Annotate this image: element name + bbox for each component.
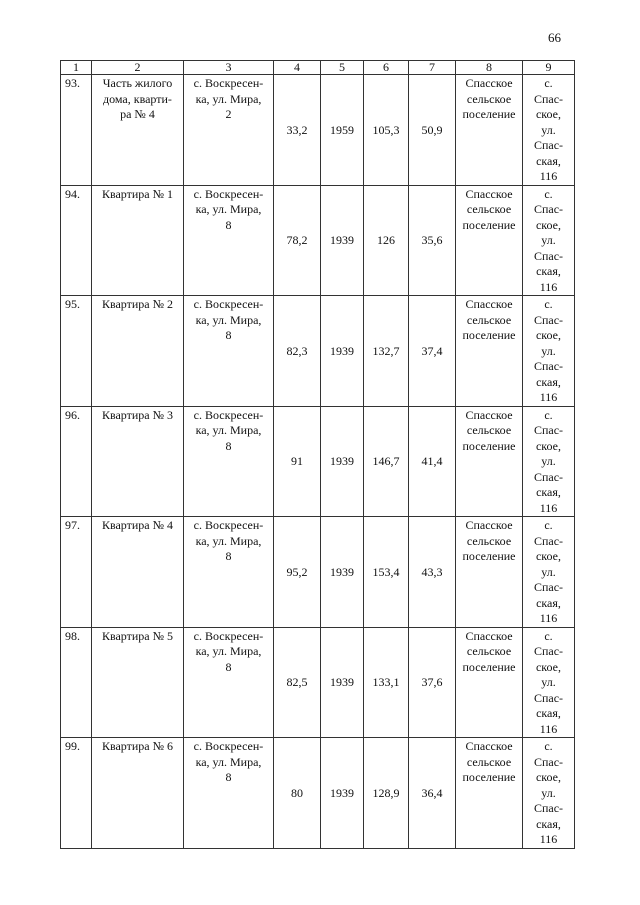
value-cell: 105,3 <box>364 75 409 186</box>
value-cell: 153,4 <box>364 517 409 628</box>
address-cell <box>184 185 274 296</box>
cell-line: ка, ул. Мира, <box>195 754 262 769</box>
cell-line: Спас- <box>533 91 564 106</box>
area-cell: 82,3 <box>274 296 321 407</box>
object-name-cell <box>92 517 184 628</box>
cell-line: Спас- <box>533 423 564 437</box>
cell-line: поселение <box>462 107 516 121</box>
cell-line: ское, <box>535 659 562 674</box>
cell-line: поселение <box>462 659 516 674</box>
value-cell: 133,1 <box>364 627 409 738</box>
cell-line: с. <box>544 186 553 201</box>
owner-cell <box>456 75 523 186</box>
cell-line: 8 <box>225 770 232 784</box>
cell-line: сельское <box>466 423 512 437</box>
cell-line: с. <box>544 628 553 643</box>
table-row <box>61 517 575 628</box>
cell-line: с. <box>544 518 553 532</box>
cell-line: с. Воскресен- <box>193 407 264 422</box>
table-row <box>61 185 575 296</box>
cell-line: с. Воскресен- <box>193 739 264 753</box>
cell-line: сельское <box>466 91 512 106</box>
residual-value-cell: 37,4 <box>409 296 456 407</box>
cell-line: ское, <box>535 328 562 342</box>
cell-line: Спас- <box>533 138 564 152</box>
year-cell: 1939 <box>321 738 364 849</box>
area-cell: 33,2 <box>274 75 321 186</box>
cell-line: поселение <box>462 438 516 453</box>
table-row <box>61 738 575 849</box>
location-cell <box>523 406 575 517</box>
cell-line: 8 <box>225 438 232 453</box>
cell-line: ское, <box>535 438 562 453</box>
column-header: 7 <box>409 61 456 75</box>
address-cell <box>184 296 274 407</box>
cell-line: ул. <box>541 564 556 579</box>
cell-line: Спас- <box>533 312 564 327</box>
year-cell: 1939 <box>321 627 364 738</box>
residual-value-cell: 35,6 <box>409 185 456 296</box>
cell-line: 116 <box>539 279 558 294</box>
cell-line: Спас- <box>533 690 564 705</box>
address-cell <box>184 406 274 517</box>
table-row <box>61 296 575 407</box>
cell-line: ул. <box>541 785 556 800</box>
row-number-cell: 94. <box>61 185 92 296</box>
cell-line: Спас- <box>533 580 564 594</box>
residual-value-cell: 43,3 <box>409 517 456 628</box>
object-name-cell <box>92 185 184 296</box>
cell-line: ская, <box>536 264 561 278</box>
cell-line: ское, <box>535 107 562 121</box>
cell-line: сельское <box>466 202 512 216</box>
year-cell: 1939 <box>321 185 364 296</box>
owner-cell <box>456 296 523 407</box>
cell-line: поселение <box>462 770 516 784</box>
owner-cell <box>456 627 523 738</box>
value-cell: 128,9 <box>364 738 409 849</box>
value-cell: 146,7 <box>364 406 409 517</box>
cell-line: Спас- <box>533 644 564 658</box>
owner-cell <box>456 517 523 628</box>
cell-line: 8 <box>225 549 232 563</box>
location-cell <box>523 75 575 186</box>
cell-line: Спас- <box>533 533 564 548</box>
location-cell <box>523 296 575 407</box>
column-header: 3 <box>184 61 274 75</box>
cell-line: ул. <box>541 122 556 137</box>
cell-line: Спас- <box>533 248 564 263</box>
cell-line: 116 <box>539 611 558 625</box>
cell-line: ка, ул. Мира, <box>195 423 262 437</box>
table-row <box>61 627 575 738</box>
cell-line: ул. <box>541 454 556 468</box>
value-cell: 132,7 <box>364 296 409 407</box>
residual-value-cell: 37,6 <box>409 627 456 738</box>
page-number: 66 <box>548 30 561 45</box>
cell-line: Квартира № 5 <box>101 628 174 643</box>
cell-line: с. <box>544 297 553 311</box>
cell-line: 2 <box>225 107 232 121</box>
row-number-cell: 99. <box>61 738 92 849</box>
cell-line: ка, ул. Мира, <box>195 533 262 548</box>
cell-line: Спас- <box>533 469 564 484</box>
cell-line: ская, <box>536 374 561 389</box>
cell-line: ул. <box>541 233 556 247</box>
cell-line: сельское <box>466 533 512 548</box>
column-header: 5 <box>321 61 364 75</box>
table-body <box>61 61 575 849</box>
cell-line: Спасское <box>465 186 513 201</box>
cell-line: ская, <box>536 485 561 499</box>
cell-line: ра № 4 <box>120 107 155 121</box>
cell-line: Спас- <box>533 801 564 815</box>
cell-line: Спас- <box>533 202 564 216</box>
cell-line: с. Воскресен- <box>193 297 264 311</box>
cell-line: Квартира № 1 <box>101 186 174 201</box>
cell-line: Спас- <box>533 754 564 769</box>
year-cell: 1959 <box>321 75 364 186</box>
row-number-cell: 95. <box>61 296 92 407</box>
cell-line: 116 <box>539 721 558 736</box>
address-cell <box>184 517 274 628</box>
column-header: 2 <box>92 61 184 75</box>
cell-line: дома, кварти- <box>103 91 172 106</box>
cell-line: ская, <box>536 153 561 168</box>
address-cell <box>184 627 274 738</box>
column-header: 6 <box>364 61 409 75</box>
owner-cell <box>456 738 523 849</box>
table-row <box>61 406 575 517</box>
cell-line: Спасское <box>465 407 513 422</box>
cell-line: ская, <box>536 595 561 610</box>
cell-line: ул. <box>541 343 556 358</box>
cell-line: ская, <box>536 816 561 831</box>
column-header: 1 <box>61 61 92 75</box>
cell-line: Спасское <box>465 739 513 753</box>
area-cell: 95,2 <box>274 517 321 628</box>
owner-cell <box>456 406 523 517</box>
cell-line: с. Воскресен- <box>193 518 264 532</box>
cell-line: Квартира № 6 <box>101 739 174 753</box>
cell-line: Квартира № 4 <box>101 518 174 532</box>
object-name-cell <box>92 296 184 407</box>
area-cell: 78,2 <box>274 185 321 296</box>
cell-line: ка, ул. Мира, <box>195 202 262 216</box>
cell-line: сельское <box>466 754 512 769</box>
cell-line: ская, <box>536 706 561 720</box>
cell-line: с. Воскресен- <box>193 628 264 643</box>
cell-line: 8 <box>225 217 232 232</box>
address-cell <box>184 738 274 849</box>
row-number-cell: 93. <box>61 75 92 186</box>
cell-line: Спасское <box>465 628 513 643</box>
column-header: 4 <box>274 61 321 75</box>
cell-line: ул. <box>541 675 556 689</box>
table-row <box>61 75 575 186</box>
residual-value-cell: 50,9 <box>409 75 456 186</box>
object-name-cell <box>92 75 184 186</box>
address-cell <box>184 75 274 186</box>
cell-line: с. <box>544 739 553 753</box>
cell-line: с. Воскресен- <box>193 186 264 201</box>
cell-line: Квартира № 3 <box>101 407 174 422</box>
cell-line: 8 <box>225 328 232 342</box>
residual-value-cell: 36,4 <box>409 738 456 849</box>
object-name-cell <box>92 406 184 517</box>
cell-line: ское, <box>535 770 562 784</box>
cell-line: 116 <box>539 169 558 183</box>
cell-line: Квартира № 2 <box>101 297 174 311</box>
object-name-cell <box>92 738 184 849</box>
cell-line: с. <box>544 407 553 422</box>
object-name-cell <box>92 627 184 738</box>
cell-line: с. Воскресен- <box>193 76 264 90</box>
cell-line: ка, ул. Мира, <box>195 644 262 658</box>
column-number-header-row <box>61 61 575 75</box>
cell-line: с. <box>544 76 553 90</box>
area-cell: 91 <box>274 406 321 517</box>
property-registry-table <box>60 60 575 849</box>
year-cell: 1939 <box>321 296 364 407</box>
cell-line: Спасское <box>465 518 513 532</box>
cell-line: поселение <box>462 549 516 563</box>
cell-line: сельское <box>466 644 512 658</box>
cell-line: 116 <box>539 832 558 846</box>
location-cell <box>523 738 575 849</box>
area-cell: 82,5 <box>274 627 321 738</box>
cell-line: 8 <box>225 659 232 674</box>
cell-line: 116 <box>539 390 558 404</box>
value-cell: 126 <box>364 185 409 296</box>
cell-line: поселение <box>462 217 516 232</box>
location-cell <box>523 185 575 296</box>
cell-line: сельское <box>466 312 512 327</box>
year-cell: 1939 <box>321 517 364 628</box>
cell-line: Часть жилого <box>102 76 173 90</box>
column-header: 8 <box>456 61 523 75</box>
cell-line: ское, <box>535 217 562 232</box>
area-cell: 80 <box>274 738 321 849</box>
owner-cell <box>456 185 523 296</box>
row-number-cell: 98. <box>61 627 92 738</box>
cell-line: Спасское <box>465 76 513 90</box>
column-header: 9 <box>523 61 575 75</box>
cell-line: ское, <box>535 549 562 563</box>
cell-line: ка, ул. Мира, <box>195 91 262 106</box>
cell-line: поселение <box>462 328 516 342</box>
cell-line: ка, ул. Мира, <box>195 312 262 327</box>
location-cell <box>523 627 575 738</box>
row-number-cell: 97. <box>61 517 92 628</box>
cell-line: Спасское <box>465 297 513 311</box>
year-cell: 1939 <box>321 406 364 517</box>
row-number-cell: 96. <box>61 406 92 517</box>
cell-line: Спас- <box>533 359 564 373</box>
residual-value-cell: 41,4 <box>409 406 456 517</box>
location-cell <box>523 517 575 628</box>
cell-line: 116 <box>539 500 558 515</box>
